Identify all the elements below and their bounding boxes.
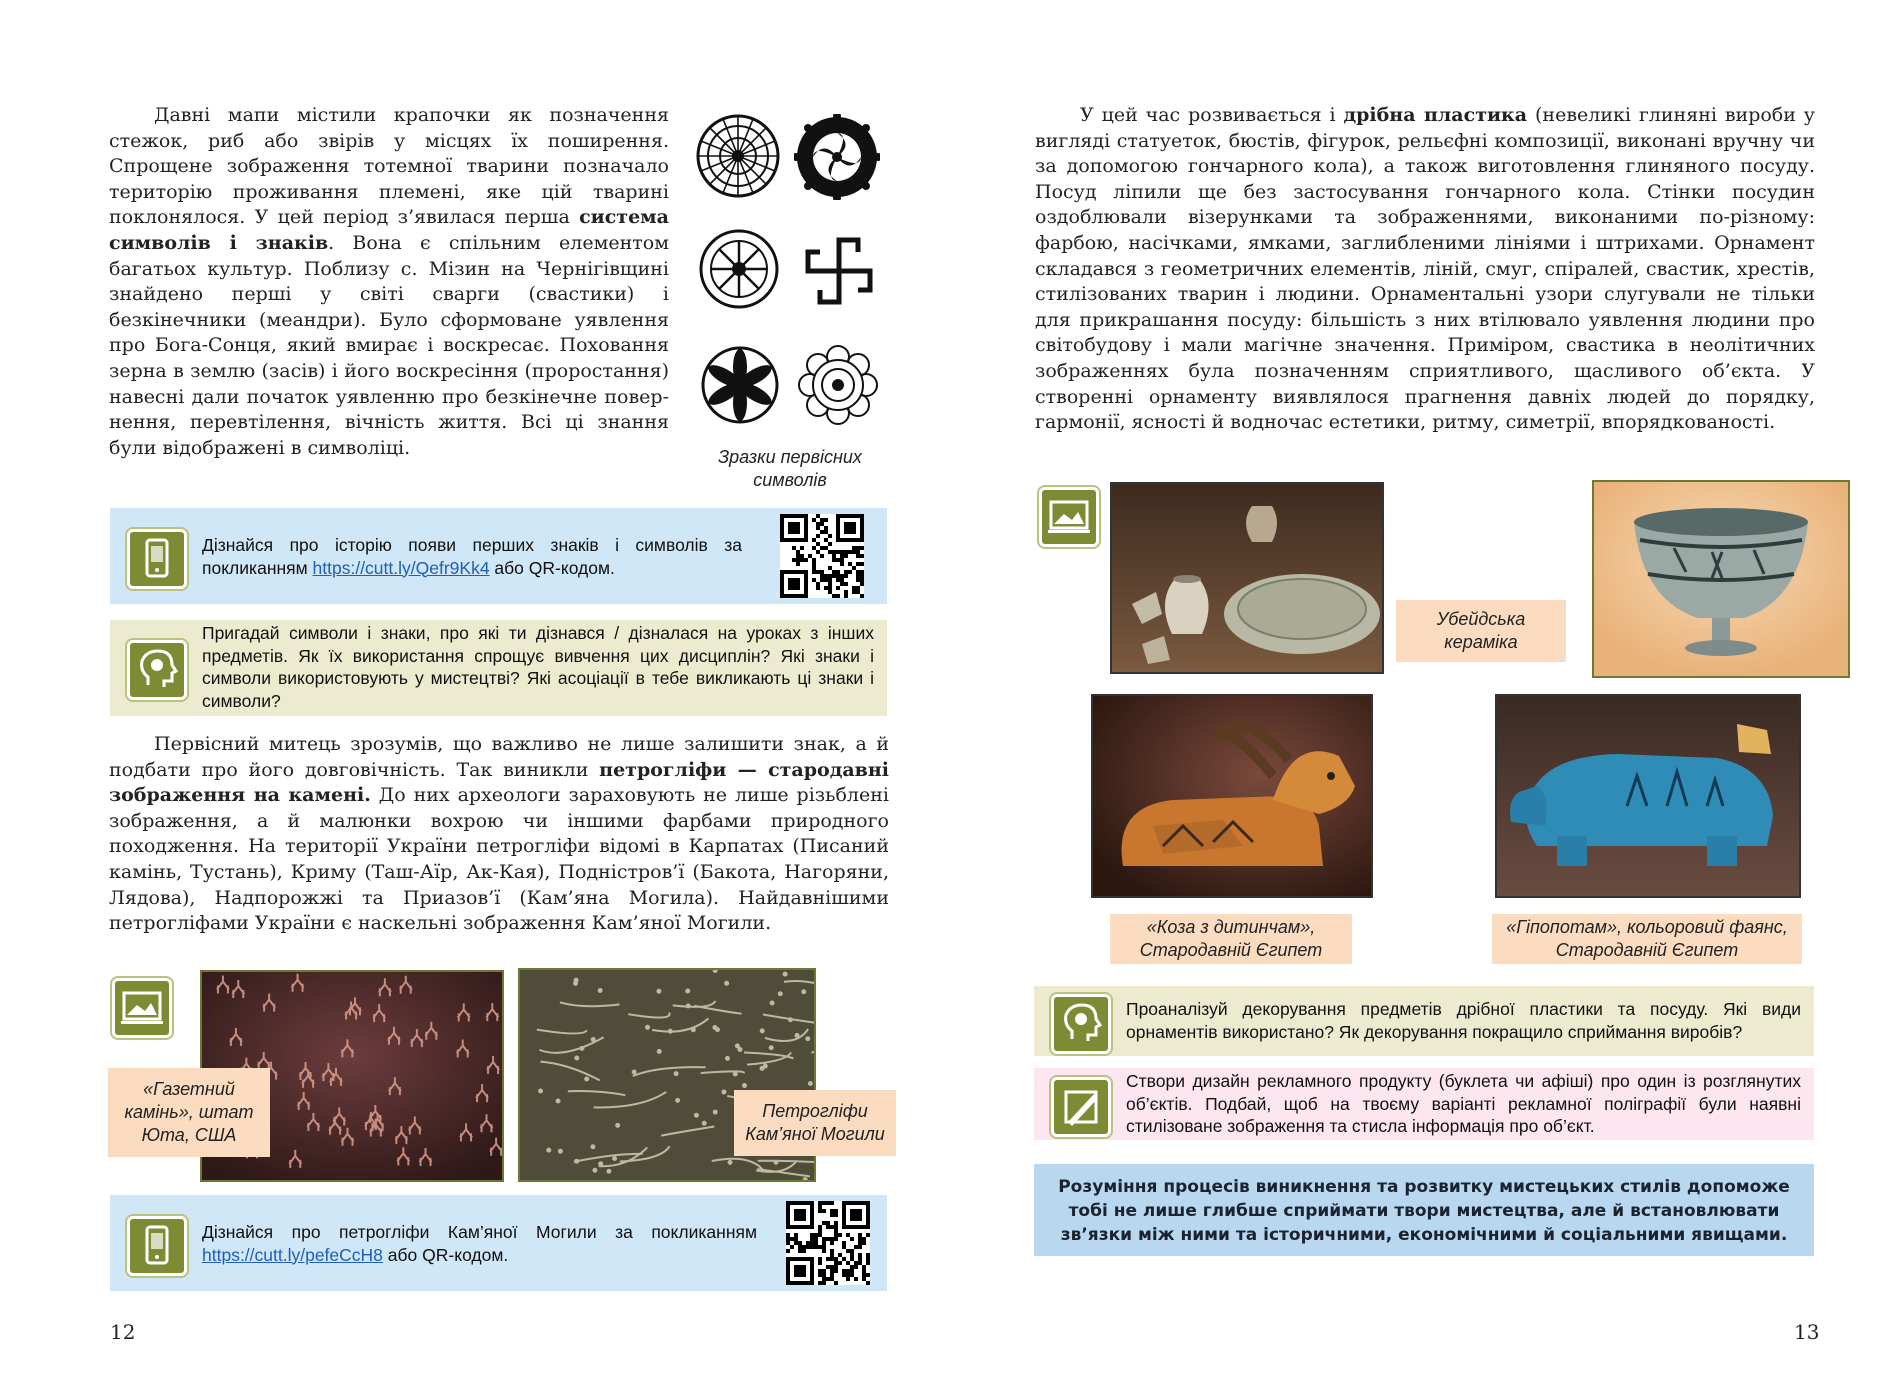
recall-symbols-text: Пригадай символи і знаки, про які ти дізнався / дізналася на уроках з інших предметів. Як їх використання спрощує вивчення цих дисциплін? Які знаки і символи використовують у мистецтві? Які асоціації в тебе викликають ці знаки і символи? xyxy=(202,623,874,711)
learn-signs-box xyxy=(110,508,887,604)
create-design-box xyxy=(1034,1068,1814,1140)
qr-code-petroglyphs[interactable] xyxy=(786,1201,870,1285)
head-lightbulb-icon xyxy=(1051,994,1111,1054)
symbols-group xyxy=(690,100,890,490)
sun-wheel-icon xyxy=(696,114,780,198)
gallery-icon xyxy=(112,978,172,1038)
head-lightbulb-icon xyxy=(127,640,187,700)
intro-text-block xyxy=(109,103,669,461)
spiral-sun-icon xyxy=(794,114,880,200)
pencil-ruler-icon xyxy=(1051,1077,1111,1137)
small-plastic-text-block xyxy=(1035,103,1815,436)
ubaid-bowl-photo xyxy=(1592,480,1850,678)
ubaid-caption: Убейдська кераміка xyxy=(1396,600,1566,662)
ubaid-ceramics-photo xyxy=(1110,482,1384,674)
intro-paragraph: Давні мапи містили крапочки як позначення стежок, риб або звірів у місцях їх поширення. Спрощене зображення тотемної тварини позначало територію проживання племені, яке цій тварині поклонялося. У цей період з’явилася перша система символів і знаків. Вона є спільним елементом багатьох культур. Поблизу с. Мізин на Чернігівщині знайдено перші у світі сварги (свастики) і безкінечники (меандри). Було сформоване уявлення про Бога-Сонця, який вмирає і воскресає. Поховання зерна в землю (засів) і його воскресіння (проростання) навесні дали початок уявленню про безкінечне повернення, перевтілення, вічність життя. Всі ці знання були відображені в символіці. xyxy=(109,104,669,459)
analyze-decoration-text: Проаналізуй декорування предметів дрібної пластики та посуду. Які види орнаментів використано? Як декорування покращило сприймання виробів? xyxy=(1126,999,1801,1042)
swastika-symbol-icon xyxy=(798,230,880,312)
rosette-symbol-icon xyxy=(796,343,880,427)
qr-code-signs[interactable] xyxy=(780,514,864,598)
goat-with-kid-photo xyxy=(1091,694,1373,898)
learn-petroglyphs-box xyxy=(110,1195,887,1291)
wheel-symbol-icon xyxy=(698,228,780,310)
smartphone-qr-icon xyxy=(127,529,187,589)
petroglyph-text-block xyxy=(109,732,889,937)
learn-signs-text: Дізнайся про історію появи перших знаків і символів за покликанням https://cutt.ly/Qefr9Kk4 або QR-кодом. xyxy=(202,535,742,578)
petroglyphs-link[interactable]: https://cutt.ly/pefeCcH8 xyxy=(202,1244,383,1265)
smartphone-qr-icon xyxy=(127,1216,187,1276)
analyze-decoration-box xyxy=(1034,986,1814,1056)
right-page xyxy=(952,0,1904,1400)
create-design-text: Створи дизайн рекламного продукту (буклета чи афіші) про один із розглянутих об’єктів. Подбай, щоб на твоєму варіанті рекламної поліграфії були наявні стилізоване зображення та стисла інформація про об’єкт. xyxy=(1126,1071,1801,1136)
small-plastic-paragraph: У цей час розвивається і дрібна пластика (невеликі глиняні вироби у вигляді статуеток, бюстів, фігурок, рельєфні композиції, виконані вручну чи за допомогою гончарного кола), а також виготовлення глиняного посуду. Посуд ліпили ще без застосування гончарного кола. Стінки посудин оздоблювали візерунками та зображеннями, виконаними по-різному: фарбою, насічками, ямками, заглибленими лініями і штрихами. Орнамент складався з геометричних елементів, ліній, смуг, спіралей, свастик, хрестів, стилізованих тварин і людини. Орнаментальні узори слугували не тільки для прикрашання посуду: більшість з них втілювало уявлення людини про світобудову і мали магічне значення. Приміром, свастика в неолітичних зображеннях була позначенням сприятливого, щасливого об’єкта. У створенні орнаменту виявлялося прагнення давніх людей до порядку, гармонії, ясності й водночас естетики, ритму, симетрії, впорядкованості. xyxy=(1035,104,1815,434)
hippo-photo xyxy=(1495,694,1801,898)
symbols-caption: Зразки первісних символів xyxy=(718,447,862,490)
recall-symbols-box xyxy=(110,620,887,716)
summary-text: Розуміння процесів виникнення та розвитку мистецьких стилів допоможе тобі не лише глибше сприймати твори мистецтва, але й встановлювати зв’язки між ними та історичними, економічними й соціальними явищами. xyxy=(1058,1177,1790,1245)
kamyana-mohyla-caption: Петрогліфи Кам’яної Могили xyxy=(734,1090,896,1156)
newspaper-rock-caption: «Газетний камінь», штат Юта, США xyxy=(108,1068,270,1157)
goat-caption: «Коза з дитинчам», Стародавній Єгипет xyxy=(1110,914,1352,964)
petroglyph-paragraph: Первісний митець зрозумів, що важливо не лише залишити знак, а й подбати про його довговічність. Так виникли петрогліфи — стародавні зображення на камені. До них археологи зараховують не лише різьблені зображення, а й малюнки вохрою чи іншими фарбами природного походження. На території України петрогліфи відомі в Карпатах (Писаний камінь, Тустань), Криму (Таш-Аїр, Ак-Кая), Подністров’ї (Бакота, Нагоряни, Лядова), Надпорожжі та Приазов’ї (Кам’яна Могила). Найдавнішими петрогліфами України є наскельні зображення Кам’яної Могили. xyxy=(109,733,889,935)
learn-petroglyphs-text: Дізнайся про петрогліфи Кам’яної Могили за покликанням https://cutt.ly/pefeCcH8 або QR-кодом. xyxy=(202,1222,757,1265)
summary-box xyxy=(1034,1164,1814,1256)
hippo-caption: «Гіпопотам», кольоровий фаянс, Стародавній Єгипет xyxy=(1492,914,1802,964)
gallery-icon xyxy=(1039,487,1099,547)
page-number-left: 12 xyxy=(110,1320,136,1344)
page-number-right: 13 xyxy=(1794,1320,1820,1344)
signs-link[interactable]: https://cutt.ly/Qefr9Kk4 xyxy=(312,557,490,578)
six-petal-flower-icon xyxy=(700,345,780,425)
